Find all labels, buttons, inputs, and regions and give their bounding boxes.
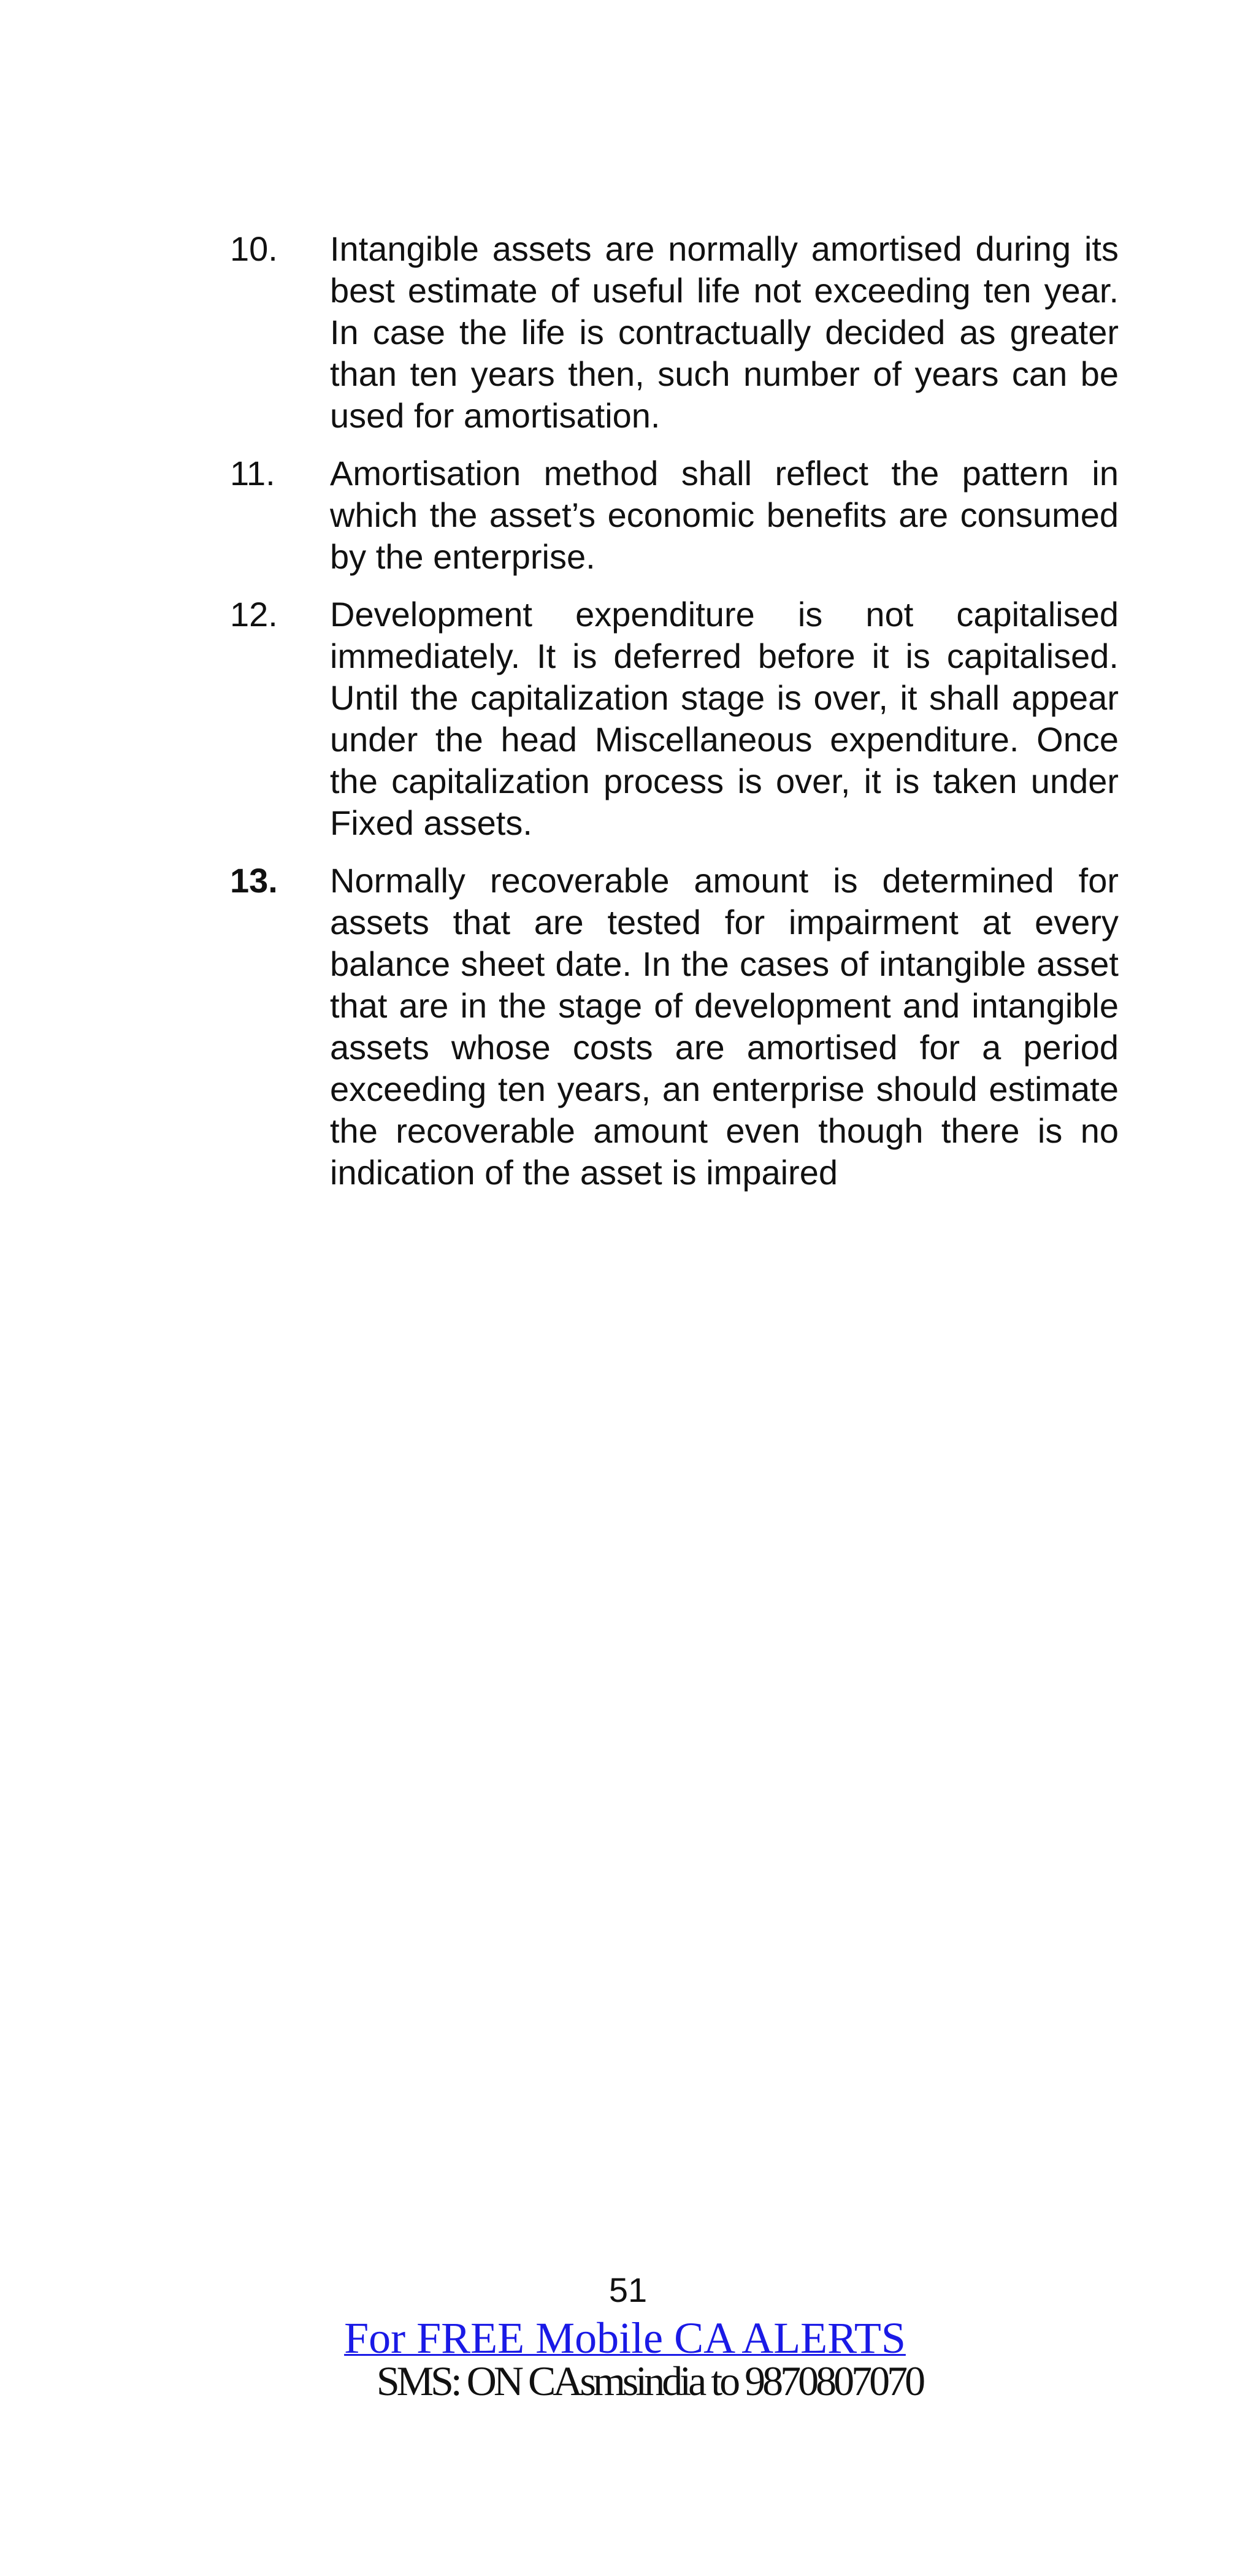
alert-link-container (0, 2313, 1256, 2363)
list-item (230, 228, 1119, 437)
item-text: Development expenditure is not capitalised immediately. It is deferred before it is capitalised. Until the capitalization stage is over, it shall appear under the head Miscellaneous expenditure. Once the capitalization process is over, it is taken under Fixed assets. (330, 595, 1119, 842)
list-item (230, 860, 1119, 1194)
item-number: 13. (230, 861, 278, 900)
item-number: 10. (230, 229, 278, 268)
numbered-list (230, 228, 1119, 1209)
item-number: 11. (230, 454, 275, 493)
item-text: Amortisation method shall reflect the pattern in which the asset’s economic benefits are consumed by the enterprise. (330, 454, 1119, 576)
item-text: Intangible assets are normally amortised during its best estimate of useful life not exceeding ten year. In case the life is contractually decided as greater than ten years then, such number of years can be used for amortisation. (330, 229, 1119, 435)
item-text: Normally recoverable amount is determined for assets that are tested for impairment at every balance sheet date. In the cases of intangible asset that are in the stage of development and intangible assets whose costs are amortised for a period exceeding ten years, an enterprise should estimate the recoverable amount even though there is no indication of the asset is impaired (330, 861, 1119, 1192)
ca-alerts-link[interactable]: For FREE Mobile CA ALERTS (344, 2313, 906, 2363)
sms-instruction: SMS: ON CAsmsindia to 9870807070 (376, 2358, 923, 2404)
list-item (230, 594, 1119, 844)
item-number: 12. (230, 595, 278, 634)
page-number: 51 (608, 2271, 648, 2309)
list-item (230, 453, 1119, 578)
